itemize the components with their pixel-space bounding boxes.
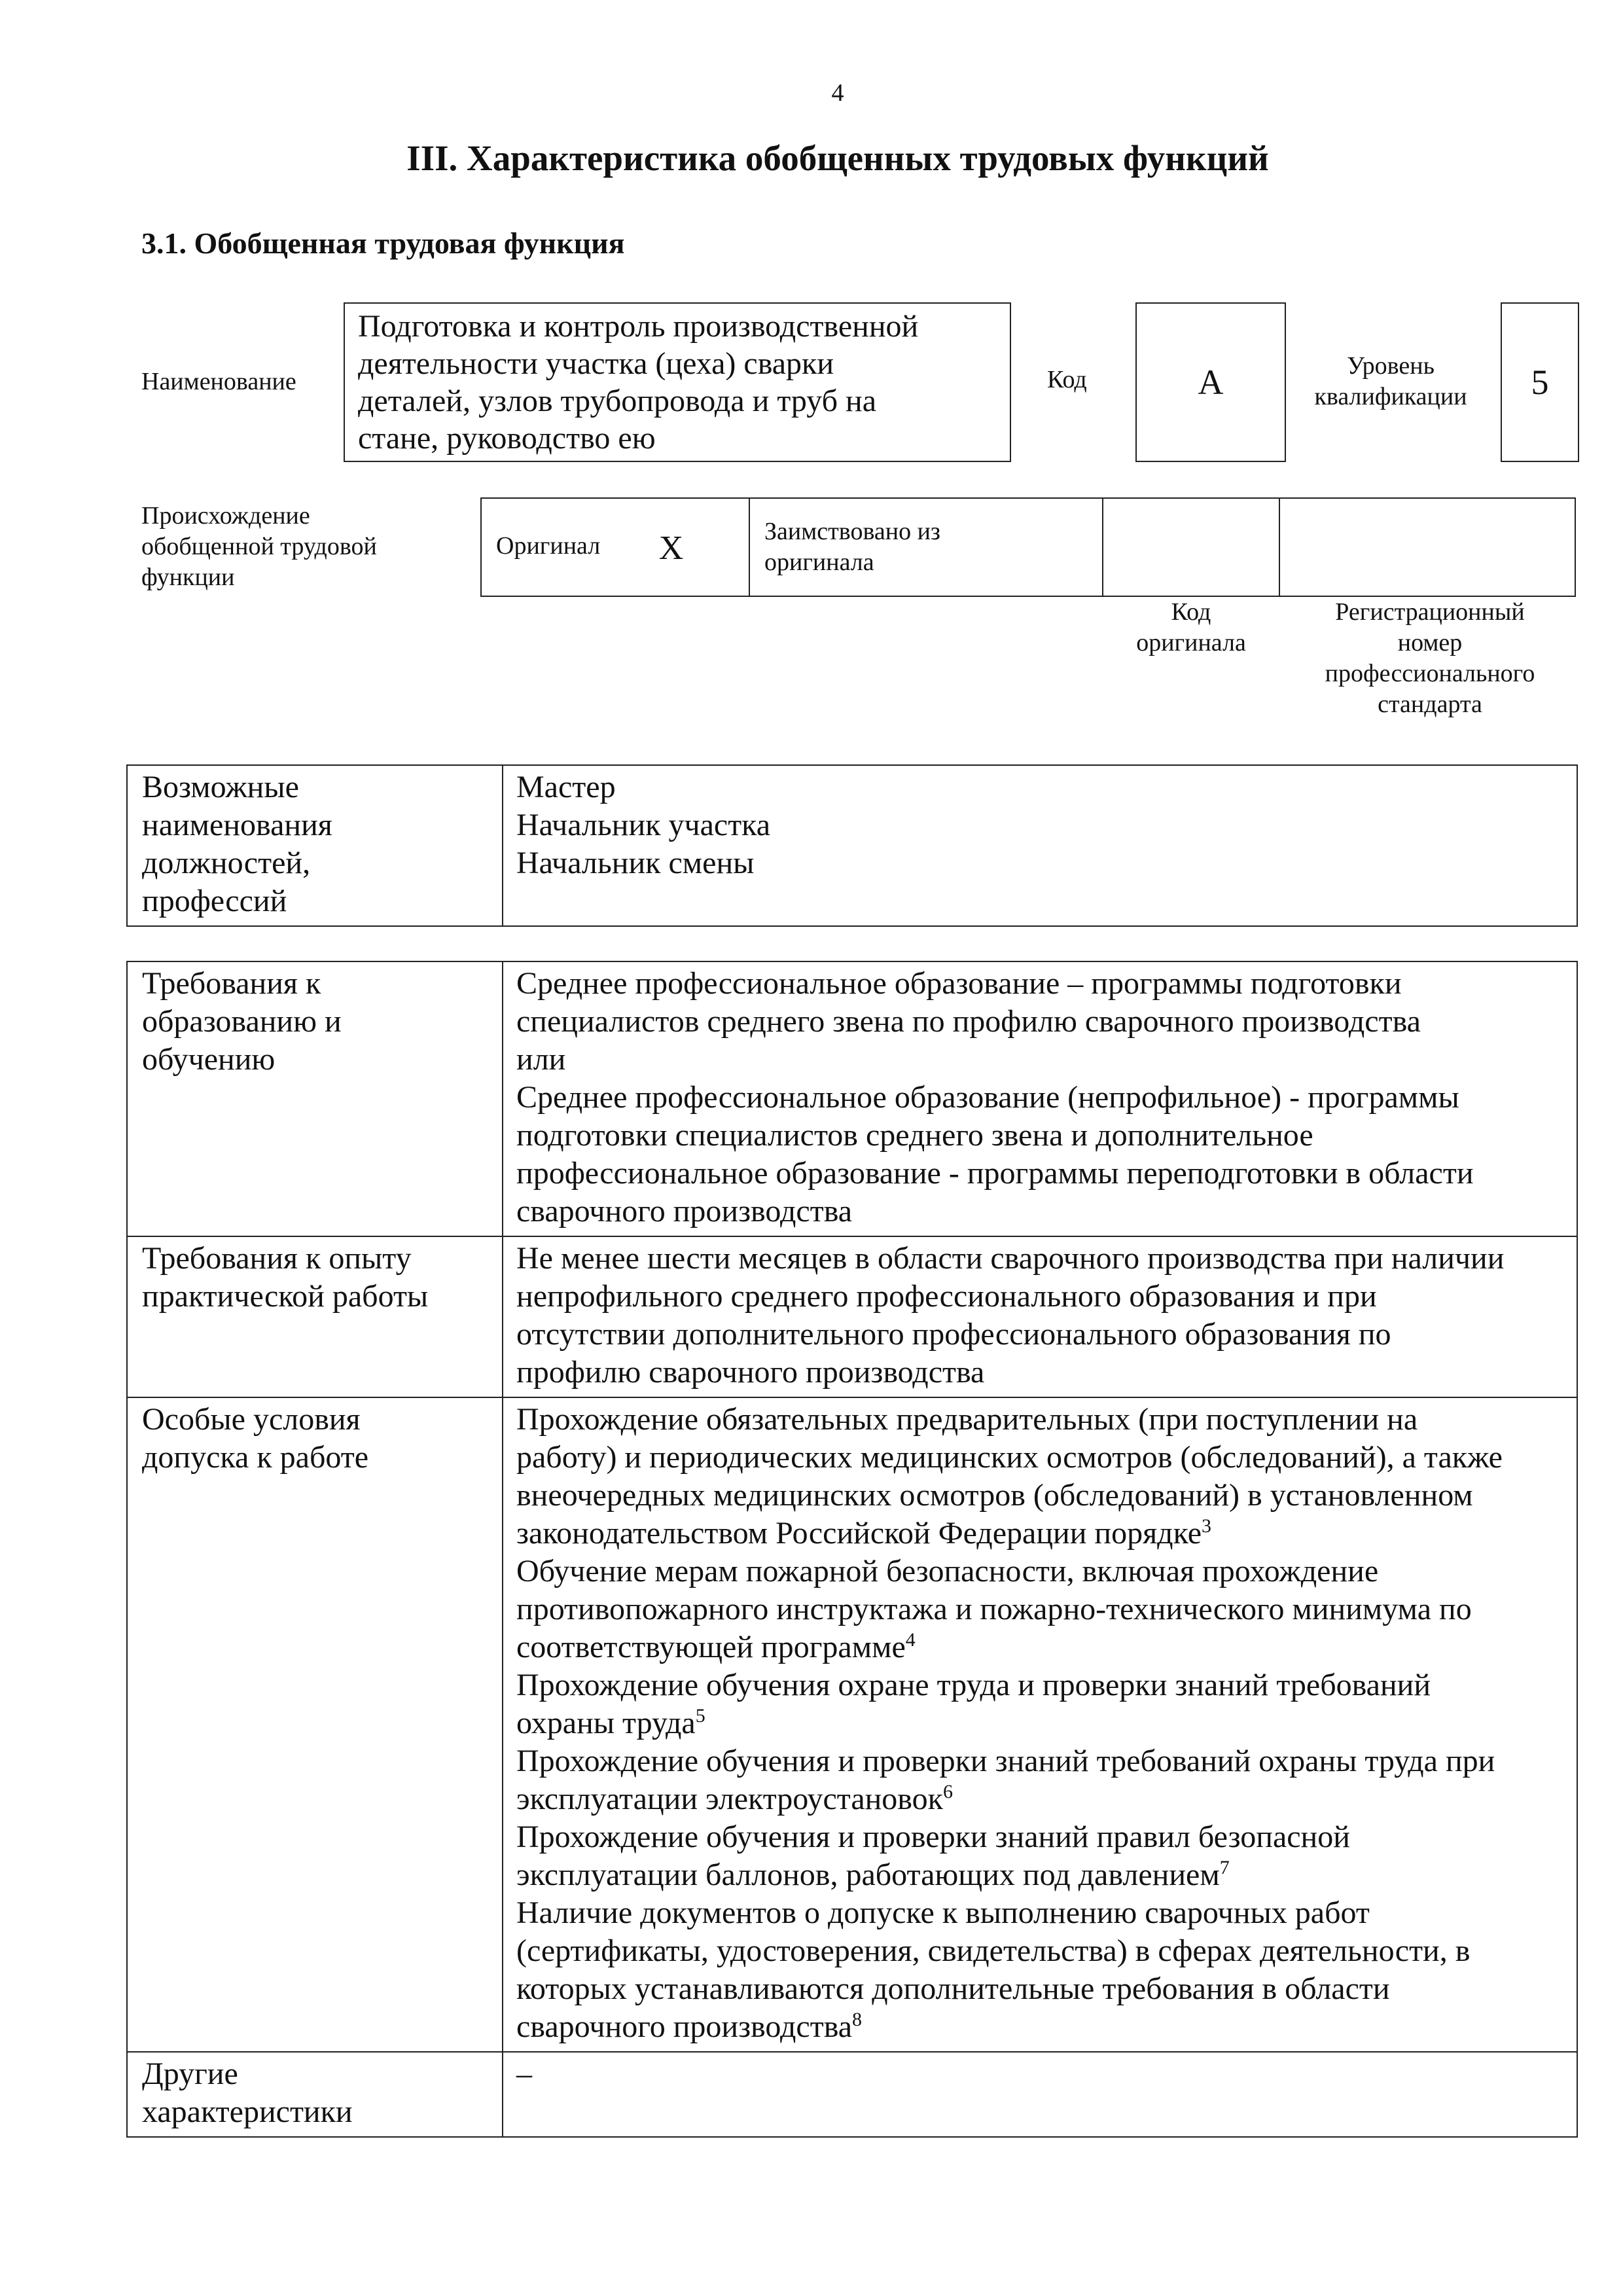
table-row bbox=[127, 961, 1577, 1236]
other-content: – bbox=[503, 2052, 1577, 2137]
table-row bbox=[127, 1397, 1577, 2052]
table-row bbox=[127, 1236, 1577, 1397]
function-name-line: Подготовка и контроль производственной bbox=[358, 309, 919, 344]
name-label: Наименование bbox=[141, 368, 296, 395]
origin-table bbox=[480, 497, 1576, 597]
footnote-ref: 3 bbox=[1202, 1515, 1211, 1537]
qualification-level-label: Уровень квалификации bbox=[1314, 352, 1467, 410]
page-number: 4 bbox=[831, 79, 844, 107]
original-cell bbox=[481, 498, 749, 596]
footnote-ref: 4 bbox=[905, 1629, 916, 1651]
original-mark: X bbox=[658, 529, 684, 567]
requirements-table bbox=[126, 961, 1578, 2138]
qualification-level-value: 5 bbox=[1501, 302, 1579, 462]
code-label: Код bbox=[1047, 366, 1087, 393]
borrowed-cell: Заимствовано из оригинала bbox=[749, 498, 1103, 596]
experience-content: Не менее шести месяцев в области сварочного производства при наличии непрофильного среднего профессионального образования и при отсутствии дополнительного профессионального образования по профилю сварочного производства bbox=[503, 1236, 1577, 1397]
footnote-ref: 6 bbox=[942, 1781, 953, 1803]
function-name-line: деятельности участка (цеха) сварки bbox=[358, 346, 834, 381]
function-name-box bbox=[344, 302, 1011, 462]
table-row bbox=[127, 765, 1577, 926]
list-item: Начальник смены bbox=[516, 846, 755, 880]
footnote-ref: 8 bbox=[852, 2009, 863, 2030]
other-label: Другие характеристики bbox=[127, 2052, 503, 2137]
positions-table bbox=[126, 764, 1578, 927]
table-row bbox=[127, 2052, 1577, 2137]
subsection-title: 3.1. Обобщенная трудовая функция bbox=[141, 226, 625, 260]
reg-number-cell bbox=[1279, 498, 1575, 596]
experience-label: Требования к опыту практической работы bbox=[127, 1236, 503, 1397]
positions-label: Возможные наименования должностей, профессий bbox=[127, 765, 503, 926]
original-label: Оригинал bbox=[496, 532, 601, 560]
list-item: Начальник участка bbox=[516, 808, 771, 842]
function-name-line: стане, руководство ею bbox=[358, 421, 656, 456]
section-title: III. Характеристика обобщенных трудовых функций bbox=[406, 138, 1269, 178]
list-item: Мастер bbox=[516, 770, 616, 804]
footnote-ref: 7 bbox=[1219, 1857, 1230, 1878]
positions-list bbox=[503, 765, 1577, 926]
origin-label: Происхождение обобщенной трудовой функции bbox=[141, 502, 377, 591]
education-label: Требования к образованию и обучению bbox=[127, 961, 503, 1236]
function-name-line: деталей, узлов трубопровода и труб на bbox=[358, 384, 877, 418]
footnote-ref: 5 bbox=[695, 1705, 705, 1727]
code-original-caption: Код оригинала bbox=[1136, 598, 1246, 656]
admission-label: Особые условия допуска к работе bbox=[127, 1397, 503, 2052]
code-original-cell bbox=[1103, 498, 1279, 596]
reg-number-caption: Регистрационный номер профессионального стандарта bbox=[1325, 598, 1535, 718]
code-value: A bbox=[1135, 302, 1286, 462]
admission-content: Прохождение обязательных предварительных (при поступлении на работу) и периодических медицинских осмотров (обследований), а также внеочередных медицинских осмотров (обследований) в установленном законодательством Российской Федерации порядке$^3$ Обучение мерам пожарной безопасности, включая прохождение противопожарного инструктажа и пожарно-технического минимума по соответствующей программе$^4$ Прохождение обучения охране труда и проверки знаний требований охраны труда$^5$ Прохождение обучения и проверки знаний требований охраны труда при эксплуатации электроустановок$^6$ Прохождение обучения и проверки знаний правил безопасной эксплуатации баллонов, работающих под давлением$^7$ Наличие документов о допуске к выполнению сварочных работ (сертификаты, удостоверения, свидетельства) в сферах деятельности, в которых устанавливаются дополнительные требования в области сварочного производства$^8$ bbox=[503, 1397, 1577, 2052]
education-content: Среднее профессиональное образование – программы подготовки специалистов среднего звена по профилю сварочного производства или Среднее профессиональное образование (непрофильное) - программы подготовки специалистов среднего звена и дополнительное профессиональное образование - программы переподготовки в области сварочного производства bbox=[503, 961, 1577, 1236]
